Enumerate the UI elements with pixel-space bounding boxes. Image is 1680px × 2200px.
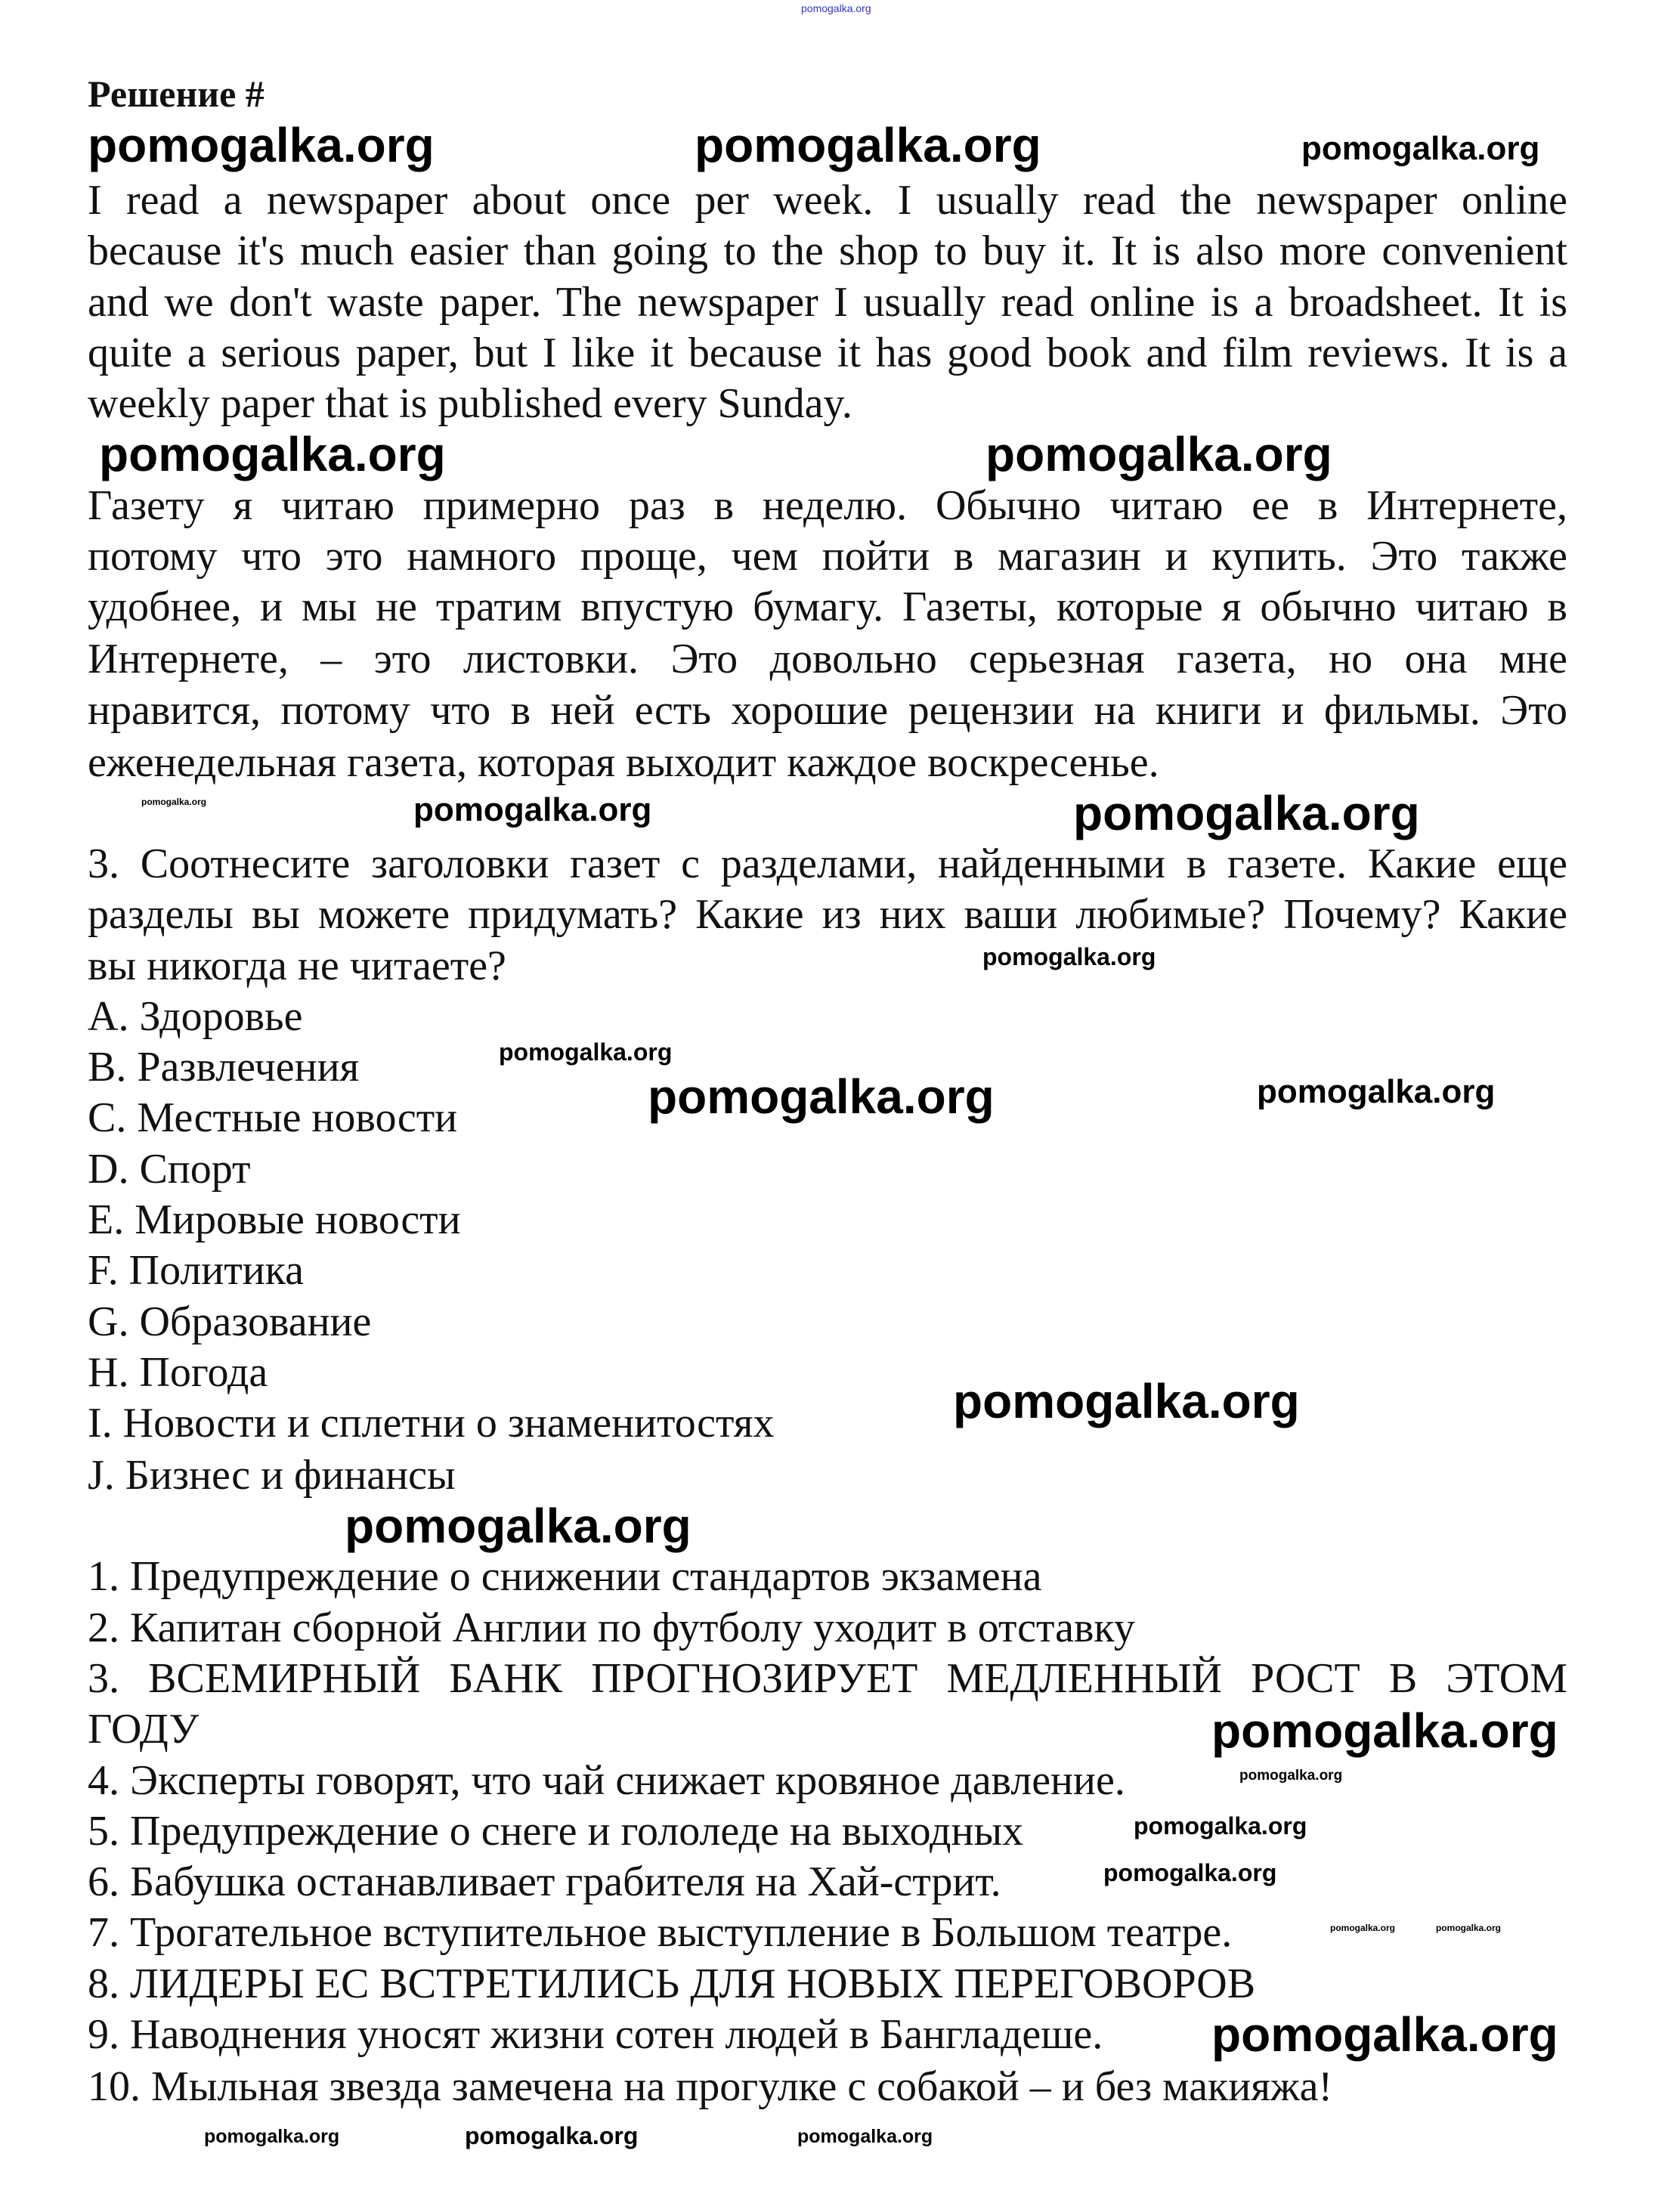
russian-line: потому что это намного проще, чем пойти в магазин и купить. Это также [88, 533, 1567, 580]
english-line: quite a serious paper, but I like it because it has good book and film reviews. It is a [88, 330, 1567, 376]
watermark: pomogalka.org [1436, 1923, 1502, 1933]
headline-item: 9. Наводнения уносят жизни сотен людей в Бангладеше. [88, 2011, 1103, 2058]
watermark: pomogalka.org [648, 1069, 995, 1124]
russian-line: удобнее, и мы не тратим впустую бумагу. Газеты, которые я обычно читаю в [88, 583, 1567, 630]
watermark: pomogalka.org [1103, 1859, 1277, 1886]
headline-item: 6. Бабушка останавливает грабителя на Хай-стрит. [88, 1858, 1001, 1905]
watermark: pomogalka.org [1330, 1923, 1396, 1933]
watermark: pomogalka.org [1239, 1768, 1343, 1784]
english-line: and we don't waste paper. The newspaper I usually read online is a broadsheet. It is [88, 279, 1567, 326]
watermark: pomogalka.org [499, 1038, 673, 1066]
section-item: D. Спорт [88, 1146, 251, 1193]
headline-item: ГОДУ [88, 1706, 200, 1753]
section-item: C. Местные новости [88, 1094, 458, 1141]
section-item: G. Образование [88, 1298, 372, 1345]
russian-line: нравится, потому что в ней есть хорошие рецензии на книги и фильмы. Это [88, 687, 1567, 734]
watermark: pomogalka.org [1211, 2007, 1558, 2062]
headline-item: 2. Капитан сборной Англии по футболу уходит в отставку [88, 1604, 1135, 1651]
headline-item: 4. Эксперты говорят, что чай снижает кровяное давление. [88, 1757, 1125, 1804]
section-item: A. Здоровье [88, 993, 303, 1040]
watermark: pomogalka.org [801, 2, 871, 14]
watermark: pomogalka.org [413, 791, 652, 828]
section-item: B. Развлечения [88, 1044, 360, 1091]
watermark: pomogalka.org [345, 1499, 691, 1553]
watermark: pomogalka.org [982, 943, 1156, 970]
english-line: weekly paper that is published every Sunday. [88, 380, 852, 427]
watermark: pomogalka.org [1301, 130, 1540, 167]
page-title: Решение # [88, 73, 265, 115]
headline-item: 1. Предупреждение о снижении стандартов экзамена [88, 1553, 1042, 1600]
watermark: pomogalka.org [465, 2122, 639, 2149]
section-item: E. Мировые новости [88, 1196, 461, 1243]
section-item: I. Новости и сплетни о знаменитостях [88, 1400, 775, 1447]
headline-item: 10. Мыльная звезда замечена на прогулке с собакой – и без макияжа! [88, 2063, 1333, 2110]
russian-line: Интернете, – это листовки. Это довольно серьезная газета, но она мне [88, 636, 1567, 682]
task-line: разделы вы можете придумать? Какие из них ваши любимые? Почему? Какие [88, 891, 1567, 938]
watermark: pomogalka.org [99, 427, 446, 481]
headline-item: 3. ВСЕМИРНЫЙ БАНК ПРОГНОЗИРУЕТ МЕДЛЕННЫЙ РОСТ В ЭТОМ [88, 1655, 1567, 1702]
watermark: pomogalka.org [88, 118, 435, 172]
watermark: pomogalka.org [695, 118, 1041, 172]
watermark: pomogalka.org [1134, 1812, 1307, 1840]
headline-item: 8. ЛИДЕРЫ ЕС ВСТРЕТИЛИСЬ ДЛЯ НОВЫХ ПЕРЕГОВОРОВ [88, 1960, 1256, 2007]
watermark: pomogalka.org [797, 2126, 933, 2147]
watermark: pomogalka.org [141, 797, 207, 807]
watermark: pomogalka.org [1211, 1703, 1558, 1758]
headline-item: 5. Предупреждение о снеге и гололеде на выходных [88, 1808, 1024, 1855]
english-line: I read a newspaper about once per week. I usually read the newspaper online [88, 177, 1567, 224]
watermark: pomogalka.org [953, 1374, 1300, 1428]
russian-line: еженедельная газета, которая выходит каждое воскресенье. [88, 739, 1159, 786]
watermark: pomogalka.org [1073, 786, 1420, 840]
headline-item: 7. Трогательное вступительное выступление в Большом театре. [88, 1909, 1233, 1956]
watermark: pomogalka.org [1257, 1073, 1496, 1110]
english-line: because it's much easier than going to the shop to buy it. It is also more convenient [88, 227, 1567, 274]
task-line: вы никогда не читаете? [88, 942, 506, 989]
watermark: pomogalka.org [985, 427, 1332, 481]
section-item: F. Политика [88, 1247, 304, 1294]
section-item: J. Бизнес и финансы [88, 1452, 456, 1499]
watermark: pomogalka.org [204, 2126, 340, 2147]
section-item: H. Погода [88, 1349, 268, 1396]
russian-line: Газету я читаю примерно раз в неделю. Обычно читаю ее в Интернете, [88, 482, 1567, 529]
task-line: 3. Соотнесите заголовки газет с разделами, найденными в газете. Какие еще [88, 840, 1567, 887]
